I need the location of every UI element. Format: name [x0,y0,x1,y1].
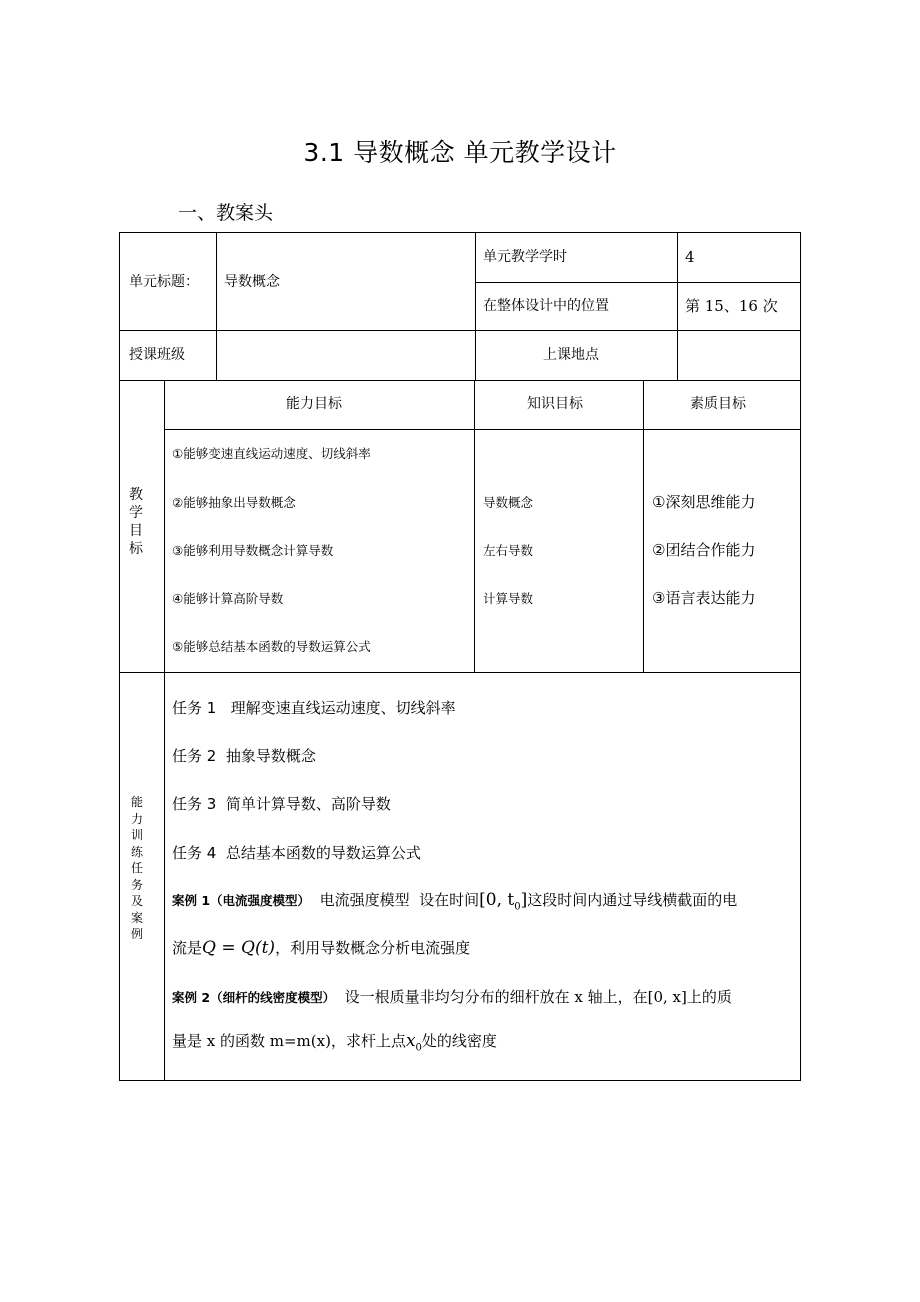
table-rule [475,233,476,380]
case-1-formula: Q = Q(t) [202,938,276,958]
table-rule [164,380,165,1081]
class-label: 授课班级 [129,347,185,363]
table-rule [120,380,801,381]
table-rule [164,429,801,430]
task-item: 任务 4 总结基本函数的导数运算公式 [172,844,421,862]
case-2-label: 案例 2 [172,990,211,1005]
tasks-row-label: 能 力 训 练 任 务 及 案 例 [130,795,143,941]
ability-item: ⑤能够总结基本函数的导数运算公式 [172,639,371,654]
knowledge-item: 导数概念 [483,495,534,510]
table-rule [643,380,644,672]
ability-item: ④能够计算高阶导数 [172,591,284,606]
case-2-point: $x_0$ [405,1031,422,1054]
location-label: 上课地点 [543,347,599,363]
task-item: 任务 1 理解变速直线运动速度、切线斜率 [172,699,456,717]
knowledge-item: 左右导数 [483,543,534,558]
table-rule [120,330,801,331]
quality-item: ②团结合作能力 [652,541,756,559]
case-2-line-1: 案例 2（细杆的线密度模型） 设一根质量非均匀分布的细杆放在 x 轴上，在[0, x]上的质 [172,988,732,1006]
unit-title-value: 导数概念 [224,274,280,290]
quality-item: ①深刻思维能力 [652,493,756,511]
ability-item: ②能够抽象出导数概念 [172,495,296,510]
case-1-interval: [0, $t_0$] [479,890,528,913]
quality-item: ③语言表达能力 [652,589,756,607]
quality-objectives-header: 素质目标 [690,396,746,412]
case-2-line-2: 量是 x 的函数 m=m(x)，求杆上点$x_0$处的线密度 [172,1031,497,1054]
table-rule [475,282,801,283]
task-item: 任务 2 抽象导数概念 [172,747,316,765]
table-rule [677,233,678,380]
case-1-line-2: 流是Q = Q(t)，利用导数概念分析电流强度 [172,938,471,958]
ability-objectives-header: 能力目标 [286,396,342,412]
objectives-row-label: 教 学 目 标 [129,487,143,557]
page-title: 3.1 导数概念 单元教学设计 [303,138,617,167]
knowledge-item: 计算导数 [483,591,534,606]
hours-value: 4 [685,248,695,266]
section-heading: 一、教案头 [178,202,274,224]
unit-title-label: 单元标题： [129,274,199,290]
position-value: 第 15、16 次 [685,297,778,315]
hours-label: 单元教学学时 [483,249,567,265]
ability-item: ③能够利用导数概念计算导数 [172,543,334,558]
ability-item: ①能够变速直线运动速度、切线斜率 [172,446,371,461]
table-rule [216,233,217,380]
case-1-line-1: 案例 1（电流强度模型） 电流强度模型 设在时间[0, $t_0$]这段时间内通过导线横截面的电 [172,890,738,913]
table-rule [474,380,475,672]
knowledge-objectives-header: 知识目标 [527,396,583,412]
case-1-label: 案例 1（电流强度模型） [172,893,311,908]
table-rule [120,672,801,673]
task-item: 任务 3 简单计算导数、高阶导数 [172,795,391,813]
position-label: 在整体设计中的位置 [483,298,609,314]
